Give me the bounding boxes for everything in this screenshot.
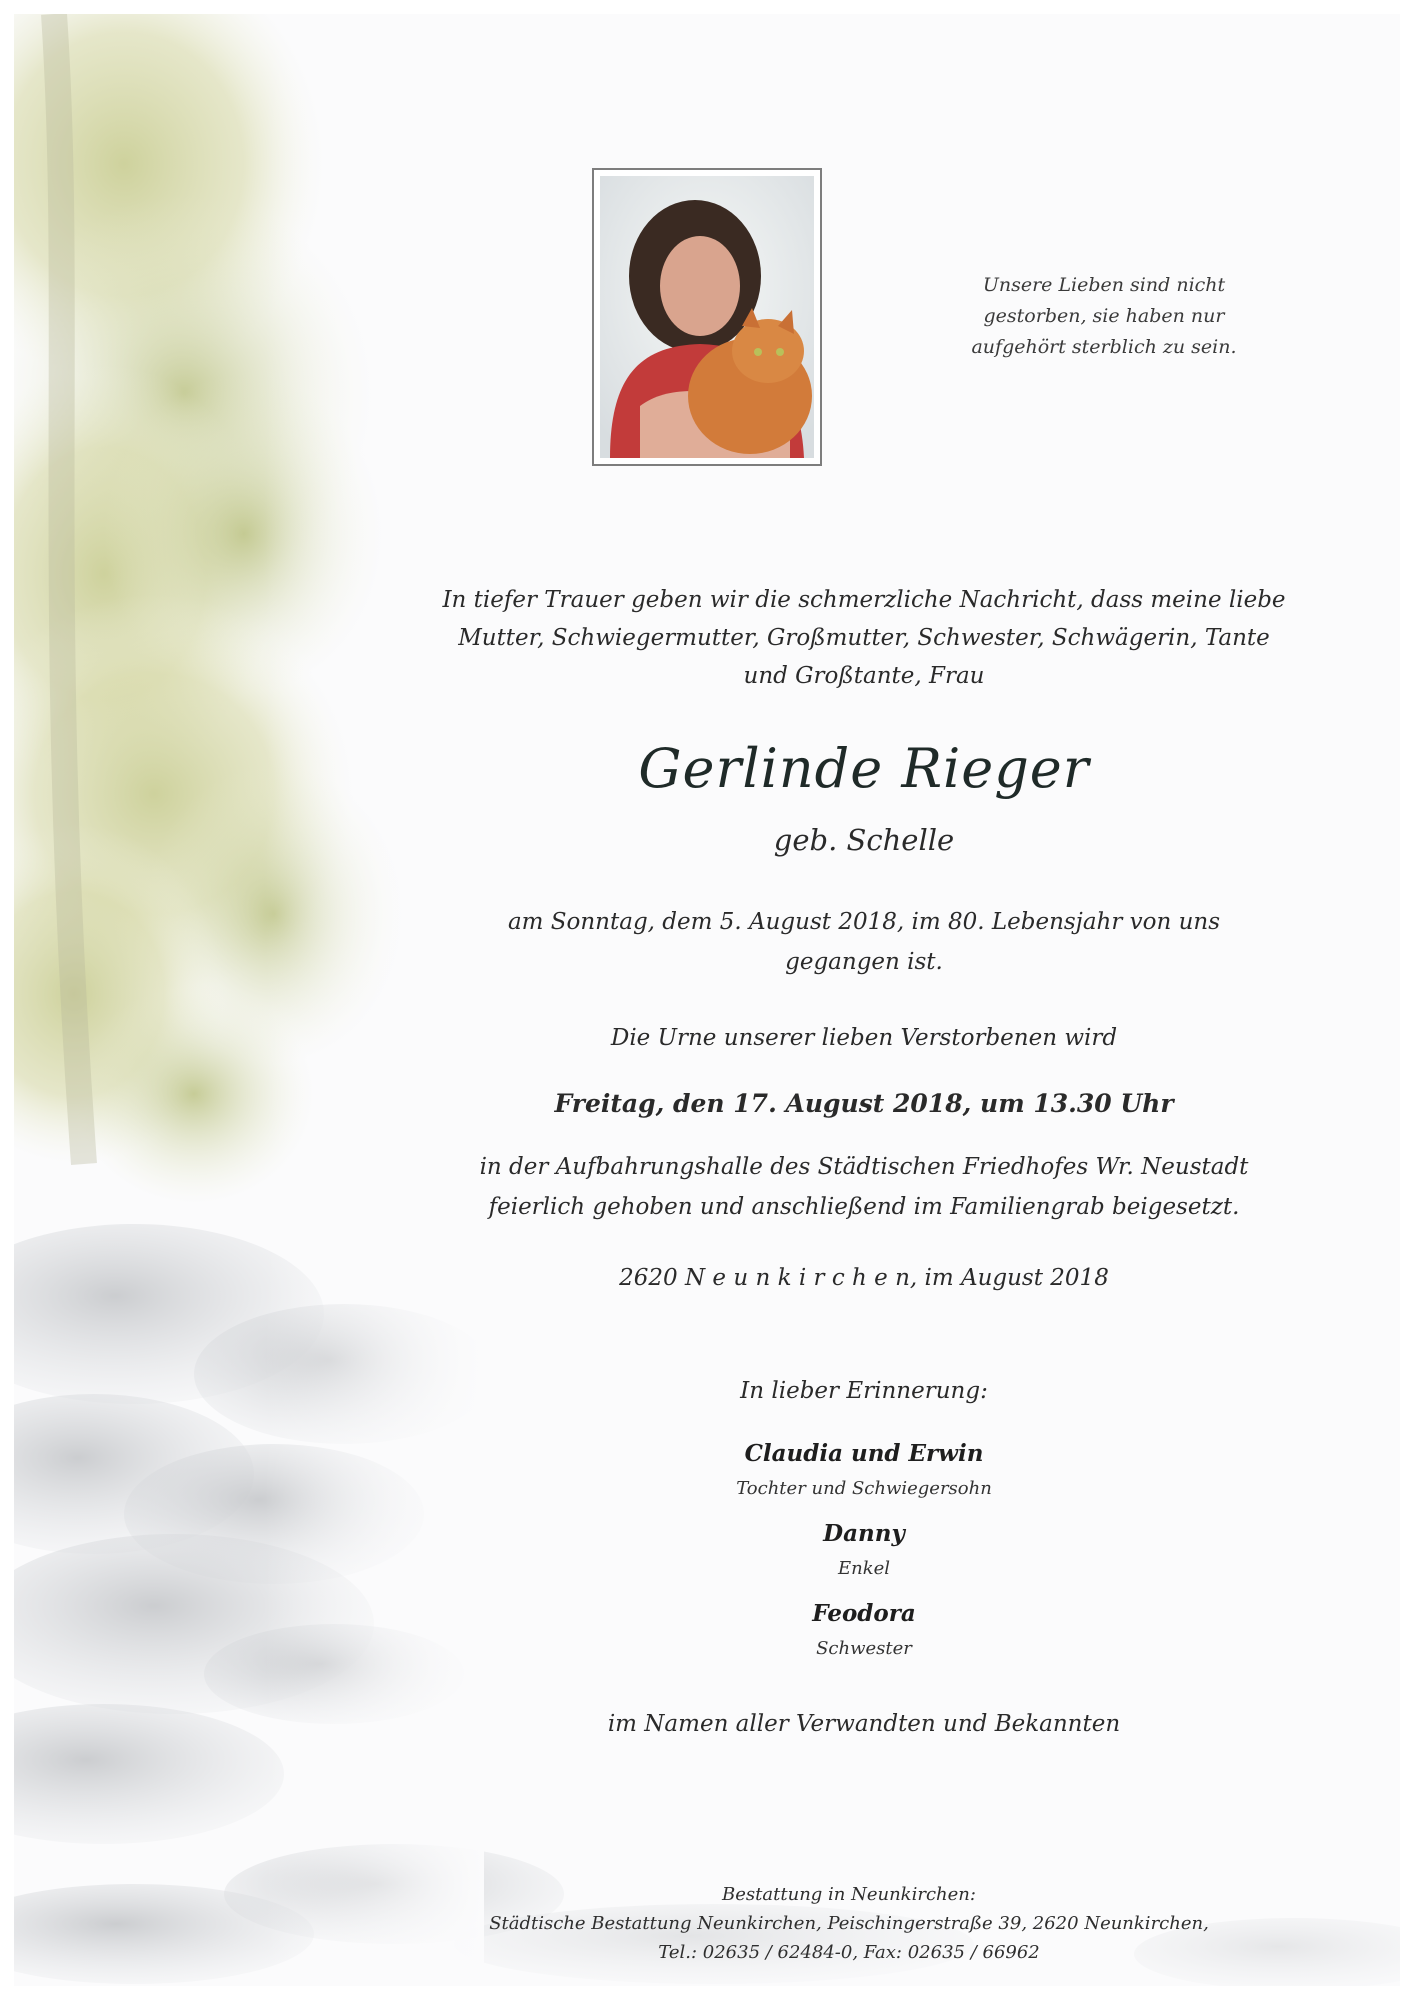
- deceased-name: Gerlinde Rieger: [638, 737, 1090, 800]
- mourner-relation: Schwester: [816, 1638, 912, 1659]
- intro-paragraph: [404, 581, 1324, 695]
- mourner-relation: Tochter und Schwiegersohn: [736, 1478, 992, 1499]
- mourner-entry: [574, 1514, 1154, 1584]
- death-notice-line: gegangen ist.: [785, 949, 943, 975]
- intro-line: Mutter, Schwiegermutter, Großmutter, Schwester, Schwägerin, Tante: [458, 625, 1270, 651]
- mourners-list: [574, 1434, 1154, 1674]
- city-date: 2620 N e u n k i r c h e n, im August 2018: [619, 1265, 1109, 1291]
- obituary-page: [14, 14, 1400, 1986]
- motto-quote: [934, 270, 1274, 363]
- ceremony-place: [404, 1147, 1324, 1227]
- memory-heading: In lieber Erinnerung:: [740, 1378, 988, 1404]
- ceremony-place-line: in der Aufbahrungshalle des Städtischen Friedhofes Wr. Neustadt: [479, 1154, 1249, 1180]
- maiden-name: geb. Schelle: [773, 823, 955, 857]
- footer-line: Städtische Bestattung Neunkirchen, Peischingerstraße 39, 2620 Neunkirchen,: [489, 1913, 1209, 1934]
- intro-line: In tiefer Trauer geben wir die schmerzliche Nachricht, dass meine liebe: [442, 587, 1286, 613]
- motto-line: aufgehört sterblich zu sein.: [971, 336, 1237, 358]
- death-notice-line: am Sonntag, dem 5. August 2018, im 80. Lebensjahr von uns: [507, 909, 1221, 935]
- closing-line: im Namen aller Verwandten und Bekannten: [607, 1711, 1121, 1737]
- mourner-entry: [574, 1434, 1154, 1504]
- ceremony-date-time: Freitag, den 17. August 2018, um 13.30 Uhr: [554, 1089, 1174, 1118]
- mourner-name: Claudia und Erwin: [744, 1440, 984, 1467]
- motto-line: gestorben, sie haben nur: [983, 305, 1225, 327]
- mourner-name: Danny: [823, 1520, 905, 1547]
- ceremony-place-line: feierlich gehoben und anschließend im Familiengrab beigesetzt.: [488, 1194, 1240, 1220]
- portrait-photo-frame: [592, 168, 822, 466]
- intro-line: und Großtante, Frau: [743, 663, 985, 689]
- footer-line: Tel.: 02635 / 62484-0, Fax: 02635 / 66962: [658, 1942, 1040, 1963]
- urn-text: Die Urne unserer lieben Verstorbenen wird: [610, 1025, 1118, 1051]
- mourner-entry: [574, 1594, 1154, 1664]
- mourner-relation: Enkel: [837, 1558, 891, 1579]
- death-notice: [404, 902, 1324, 982]
- motto-line: Unsere Lieben sind nicht: [982, 274, 1226, 296]
- funeral-home-footer: [434, 1880, 1264, 1967]
- portrait-photo: [600, 176, 814, 458]
- footer-line: Bestattung in Neunkirchen:: [722, 1884, 976, 1905]
- mourner-name: Feodora: [812, 1600, 916, 1627]
